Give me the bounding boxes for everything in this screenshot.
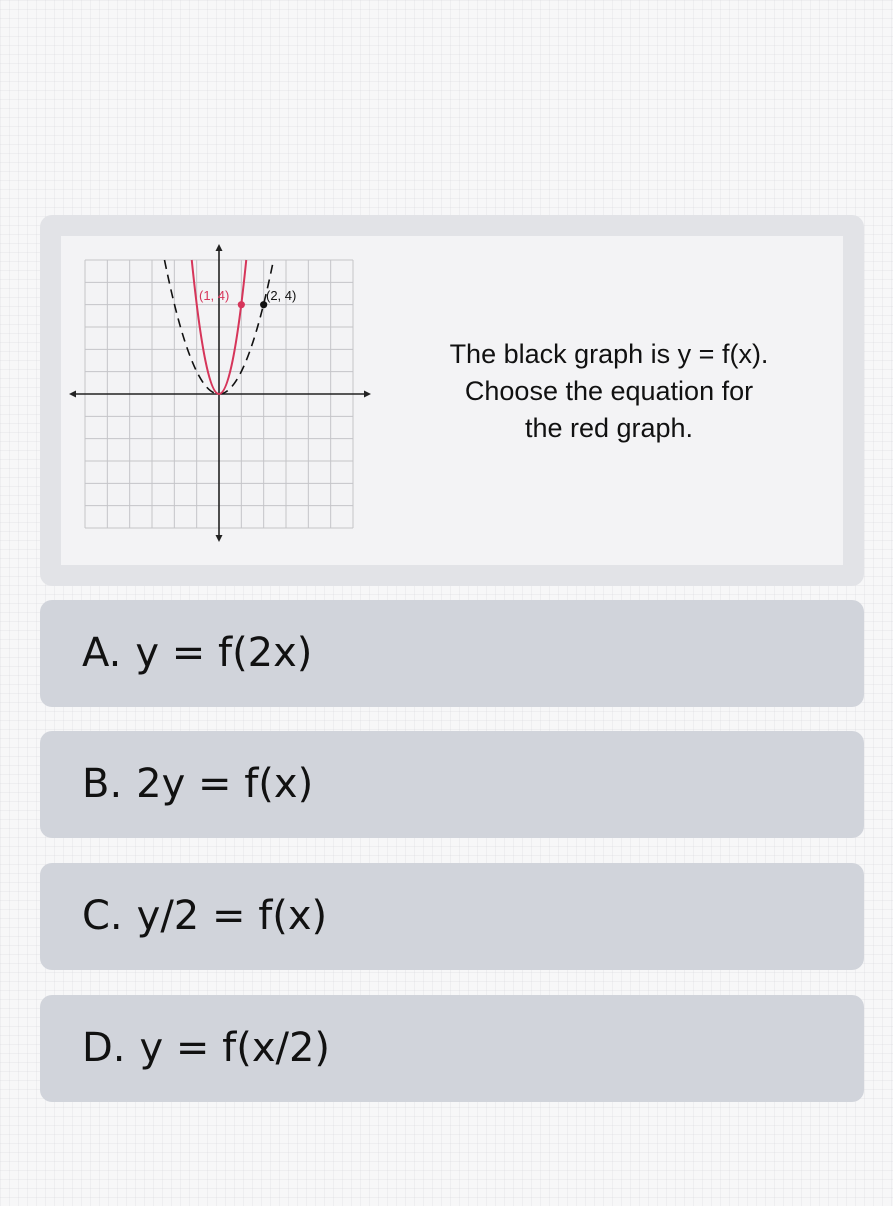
black-point-label: (2, 4) bbox=[266, 288, 297, 303]
option-letter: C. bbox=[82, 893, 123, 939]
function-graph bbox=[67, 240, 377, 560]
option-letter: D. bbox=[82, 1025, 126, 1071]
answer-option-b[interactable] bbox=[40, 731, 864, 838]
option-equation: y/2 = f(x) bbox=[136, 893, 328, 939]
option-equation: 2y = f(x) bbox=[136, 761, 314, 807]
answer-option-d[interactable] bbox=[40, 995, 864, 1102]
option-letter: A. bbox=[82, 630, 122, 676]
option-letter: B. bbox=[82, 761, 123, 807]
red-point-label: (1, 4) bbox=[199, 288, 230, 303]
option-equation: y = f(x/2) bbox=[139, 1025, 331, 1071]
prompt-line: The black graph is y = f(x). bbox=[449, 339, 769, 369]
question-prompt bbox=[399, 336, 819, 447]
prompt-line: Choose the equation for bbox=[464, 376, 754, 406]
answer-option-c[interactable] bbox=[40, 863, 864, 970]
prompt-line: the red graph. bbox=[524, 413, 694, 443]
question-panel bbox=[61, 236, 843, 565]
answer-option-a[interactable] bbox=[40, 600, 864, 707]
option-equation: y = f(2x) bbox=[135, 630, 313, 676]
question-card bbox=[40, 215, 864, 586]
red-point bbox=[238, 301, 245, 308]
